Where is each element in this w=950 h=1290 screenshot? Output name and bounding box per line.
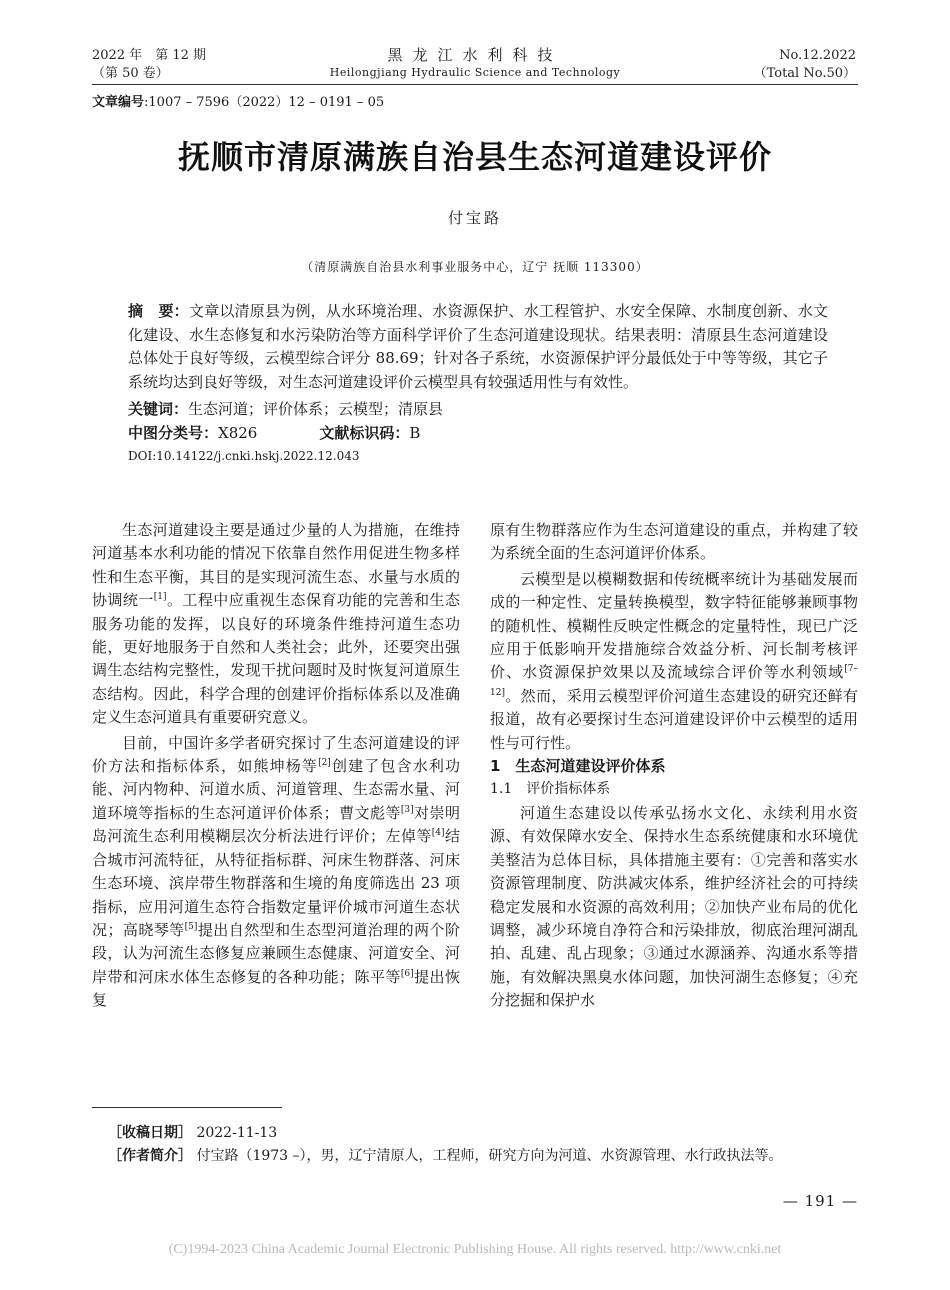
citation: [2] bbox=[318, 758, 331, 769]
citation: [3] bbox=[400, 804, 414, 815]
citation: [1] bbox=[153, 592, 167, 603]
article-number bbox=[92, 91, 384, 110]
author-bio-text: 付宝路（1973 –），男，辽宁清原人，工程师，研究方向为河道、水资源管理、水行政执法等。 bbox=[196, 1148, 783, 1164]
section-heading-1-1: 1.1 评价指标体系 bbox=[490, 781, 611, 798]
issue-volume: （第 50 卷） bbox=[92, 66, 169, 81]
keywords-label: 关键词： bbox=[128, 400, 189, 418]
body-paragraph: 河道生态建设以传承弘扬水文化、永续利用水资源、有效保障水安全、保持水生态系统健康和水环境优美整洁为总体目标，具体措施主要有：①完善和落实水资源管理制度、防洪减灾体系，维护经济社会的可持续稳定发展和水资源的高效利用；②加快产业布局的优化调整，减少环境自净符合和污染排放，彻底治理河湖乱拍、乱建、乱占现象；③通过水源涵养、沟通水系等措施，有效解决黑臭水体问题，加快河湖生态修复；④充分挖掘和保护水 bbox=[490, 803, 858, 1010]
issue-no-en: No.12.2022 bbox=[779, 48, 856, 63]
abstract-block bbox=[128, 300, 828, 469]
issue-total-en: （Total No.50） bbox=[753, 66, 856, 81]
page-number: — 191 — bbox=[782, 1192, 858, 1210]
paper-title: 抚顺市清原满族自治县生态河道建设评价 bbox=[177, 138, 772, 176]
clc-label: 中图分类号： bbox=[128, 423, 219, 442]
received-date-label: ［收稿日期］ bbox=[108, 1125, 192, 1141]
body-column-right bbox=[490, 519, 858, 1013]
body-paragraph: 生态河道建设主要是通过少量的人为措施，在维持河道基本水利功能的情况下依靠自然作用促进生物多样性和生态平衡，其目的是实现河流生态、水量与水质的协调统一[1]。工程中应重视生态保育功能的完善和生态服务功能的发挥，以良好的环境条件维持河道生态功能，更好地服务于自然和人类社会；此外，还要突出强调生态结构完整性，发现干扰问题时及时恢复河道原生态结构。因此，科学合理的创建评价指标体系以及准确定义生态河道具有重要研究意义。 bbox=[92, 521, 460, 727]
footnote-rule bbox=[92, 1107, 282, 1108]
abstract bbox=[128, 300, 828, 394]
copyright-watermark: (C)1994-2023 China Academic Journal Electronic Publishing House. All rights reserved. http://www.cnki.net bbox=[168, 1242, 782, 1257]
header-rule bbox=[92, 84, 858, 85]
journal-name-en: Heilongjiang Hydraulic Science and Technology bbox=[329, 66, 621, 79]
citation: [6] bbox=[400, 968, 414, 979]
author-name: 付宝路 bbox=[447, 209, 502, 227]
body-column-left bbox=[92, 519, 460, 1013]
body-paragraph: 云模型是以模糊数据和传统概率统计为基础发展而成的一种定性、定量转换模型，数字特征能够兼顾事物的随机性、模糊性反映定性概念的定量特性，现已广泛应用于低影响开发措施综合效益分析、河长制考核评价、水资源保护效果以及流域综合评价等水利领域[7–12]。然而，采用云模型评价河道生态建设的研究还鲜有报道，故有必要探讨生态河道建设评价中云模型的适用性与可行性。 bbox=[490, 569, 858, 752]
doc-code-value: B bbox=[409, 423, 421, 442]
citation: [5] bbox=[184, 921, 198, 932]
issue-year-number: 2022 年 第 12 期 bbox=[92, 48, 207, 63]
received-date-value: 2022-11-13 bbox=[196, 1125, 278, 1141]
author-bio bbox=[108, 1145, 868, 1167]
journal-name-cn: 黑龙江水利科技 bbox=[387, 46, 563, 64]
author-affiliation: （清原满族自治县水利事业服务中心，辽宁 抚顺 113300） bbox=[301, 260, 649, 274]
body-paragraph: 目前，中国许多学者研究探讨了生态河道建设的评价方法和指标体系，如熊坤杨等[2]创建了包含水利功能、河内物种、河道水质、河道管理、生态需水量、河道环境等指标的生态河道评价体系；曹文彪等[3]对崇明岛河流生态利用模糊层次分析法进行评价；左倬等[4]结合城市河流特征，从特征指标群、河床生物群落、河床生态环境、滨岸带生物群落和生境的角度筛选出 23 项指标，应用河道生态符合指数定量评价城市河道生态状况；高晓琴等[5]提出自然型和生态型河道治理的两个阶段，认为河流生态修复应兼顾生态健康、河道安全、河岸带和河床水体生态修复的各种功能；陈平等[6]提出恢复 bbox=[92, 733, 460, 1010]
section-heading-1: 1 生态河道建设评价体系 bbox=[490, 757, 666, 776]
article-number-label: 文章编号 bbox=[92, 95, 145, 110]
received-date bbox=[108, 1122, 868, 1144]
body-paragraph: 原有生物群落应作为生态河道建设的重点，并构建了较为系统全面的生态河道评价体系。 bbox=[490, 521, 858, 563]
citation: [7–12] bbox=[490, 664, 858, 698]
doi: DOI:10.14122/j.cnki.hskj.2022.12.043 bbox=[128, 449, 360, 463]
abstract-text: 文章以清原县为例，从水环境治理、水资源保护、水工程管护、水安全保障、水制度创新、水文化建设、水生态修复和水污染防治等方面科学评价了生态河道建设现状。结果表明：清原县生态河道建设总体处于良好等级，云模型综合评分 88.69；针对各子系统，水资源保护评分最低处于中等等级，其它子系统均达到良好等级，对生态河道建设评价云模型具有较强适用性与有效性。 bbox=[128, 302, 828, 391]
classification bbox=[128, 422, 828, 446]
clc-value: X826 bbox=[218, 423, 258, 442]
article-number-value: :1007 – 7596（2022）12 – 0191 – 05 bbox=[144, 95, 385, 110]
author-bio-label: ［作者简介］ bbox=[108, 1148, 192, 1164]
journal-issue-en bbox=[754, 47, 856, 83]
citation: [4] bbox=[431, 828, 445, 839]
abstract-label: 摘 要： bbox=[128, 302, 189, 320]
keywords bbox=[128, 398, 828, 422]
keywords-text: 生态河道；评价体系；云模型；清原县 bbox=[188, 400, 444, 418]
doc-code-label: 文献标识码： bbox=[319, 423, 410, 442]
